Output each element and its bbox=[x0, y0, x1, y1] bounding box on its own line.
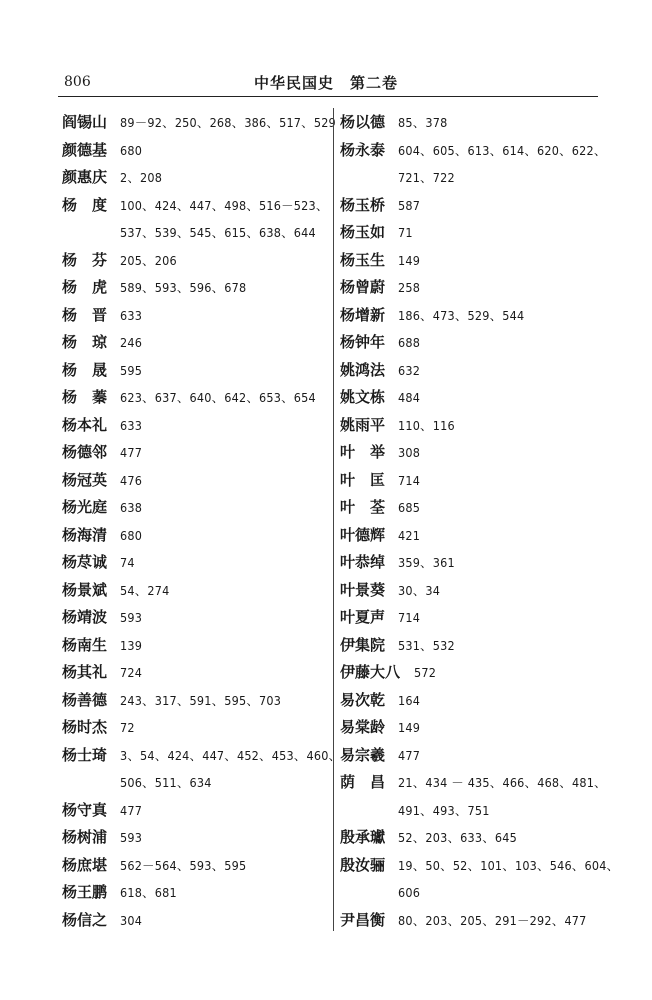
page-references: 21、434 － 435、466、468、481、 bbox=[398, 775, 607, 790]
entry-pages bbox=[398, 109, 602, 137]
page-references: 80、203、205、291－292、477 bbox=[398, 912, 587, 928]
entry-name: 杨守真 bbox=[62, 800, 108, 819]
entry-name: 杨海清 bbox=[62, 525, 108, 544]
index-entry bbox=[62, 384, 332, 412]
running-head: 中华民国史 第二卷 bbox=[253, 74, 398, 92]
page-references: 139 bbox=[120, 637, 143, 653]
index-entry bbox=[62, 247, 332, 275]
index-column-left bbox=[62, 109, 342, 934]
index-entry bbox=[340, 577, 602, 605]
entry-pages bbox=[120, 852, 332, 880]
entry-name: 姚鸿法 bbox=[340, 360, 386, 379]
entry-name: 杨光庭 bbox=[62, 498, 108, 516]
entry-pages bbox=[120, 797, 332, 825]
entry-name: 叶恭绰 bbox=[340, 553, 386, 571]
entry-pages bbox=[398, 219, 602, 247]
page-references: 89－92、250、268、386、517、529 bbox=[120, 115, 336, 130]
page-references: 491、493、751 bbox=[398, 802, 490, 818]
entry-pages bbox=[398, 824, 602, 852]
entry-name: 杨玉生 bbox=[340, 250, 386, 269]
page-references: 476 bbox=[120, 472, 143, 488]
page-references: 604、605、613、614、620、622、 bbox=[398, 142, 607, 158]
entry-pages bbox=[398, 467, 602, 495]
entry-name: 颜德基 bbox=[62, 140, 108, 159]
entry-pages bbox=[120, 659, 332, 687]
index-entry bbox=[62, 824, 332, 852]
index-entry bbox=[62, 687, 332, 715]
index-entry bbox=[62, 164, 332, 192]
index-entry bbox=[62, 852, 332, 880]
entry-pages bbox=[120, 879, 332, 907]
page-references: 52、203、633、645 bbox=[398, 830, 517, 845]
entry-pages bbox=[120, 302, 332, 330]
page-references: 421 bbox=[398, 527, 421, 543]
entry-name: 杨士琦 bbox=[62, 745, 108, 764]
page-references: 85、378 bbox=[398, 115, 448, 130]
index-entry bbox=[340, 412, 602, 440]
entry-name: 杨王鹏 bbox=[62, 883, 108, 901]
entry-name: 叶 荃 bbox=[340, 498, 386, 516]
entry-name: 易宗羲 bbox=[340, 745, 386, 764]
entry-pages bbox=[120, 192, 332, 247]
index-entry bbox=[62, 577, 332, 605]
entry-pages bbox=[398, 247, 602, 275]
entry-name: 易次乾 bbox=[340, 690, 386, 709]
page-references: 484 bbox=[398, 390, 421, 405]
entry-pages bbox=[398, 192, 602, 220]
index-entry bbox=[340, 852, 620, 907]
page-references: 593 bbox=[120, 830, 143, 845]
index-entry bbox=[340, 137, 607, 192]
index-entry bbox=[62, 604, 332, 632]
page-references: 587 bbox=[398, 197, 421, 213]
entry-name: 荫 昌 bbox=[340, 773, 386, 791]
page-references: 477 bbox=[120, 445, 143, 460]
column-divider bbox=[333, 108, 334, 931]
page-references: 714 bbox=[398, 610, 421, 625]
entry-pages bbox=[398, 522, 602, 550]
entry-pages bbox=[398, 742, 602, 770]
entry-pages bbox=[120, 714, 332, 742]
entry-pages bbox=[398, 302, 602, 330]
entry-name: 叶 举 bbox=[340, 443, 386, 461]
page-references: 149 bbox=[398, 252, 421, 268]
entry-pages bbox=[120, 632, 332, 660]
page-references: 688 bbox=[398, 335, 421, 350]
entry-name: 阎锡山 bbox=[62, 113, 108, 131]
entry-pages bbox=[120, 604, 332, 632]
entry-pages bbox=[398, 549, 602, 577]
entry-pages bbox=[398, 577, 602, 605]
index-entry bbox=[340, 274, 602, 302]
page-references: 100、424、447、498、516－523、 bbox=[120, 197, 329, 213]
entry-name: 叶德辉 bbox=[340, 525, 386, 544]
index-entry bbox=[62, 797, 332, 825]
page-references: 359、361 bbox=[398, 555, 455, 570]
entry-pages bbox=[120, 109, 336, 137]
entry-pages bbox=[120, 164, 332, 192]
entry-pages bbox=[398, 907, 602, 935]
index-entry bbox=[62, 192, 332, 247]
page-references: 477 bbox=[120, 802, 143, 818]
page-references: 30、34 bbox=[398, 582, 441, 598]
entry-name: 杨玉桥 bbox=[340, 195, 386, 214]
index-entry bbox=[340, 384, 602, 412]
entry-pages bbox=[120, 137, 332, 165]
index-entry bbox=[340, 714, 602, 742]
index-entry bbox=[340, 439, 602, 467]
index-entry bbox=[340, 522, 602, 550]
index-entry bbox=[340, 769, 607, 824]
page-references: 72 bbox=[120, 720, 135, 735]
index-column-right bbox=[340, 109, 620, 934]
entry-name: 叶景葵 bbox=[340, 580, 386, 599]
entry-pages bbox=[398, 769, 607, 824]
page-references: 623、637、640、642、653、654 bbox=[120, 390, 316, 405]
page-references: 205、206 bbox=[120, 252, 177, 268]
entry-name: 杨冠英 bbox=[62, 470, 108, 489]
entry-pages bbox=[120, 247, 332, 275]
page-references: 714 bbox=[398, 472, 421, 488]
entry-pages bbox=[398, 384, 602, 412]
entry-pages bbox=[120, 494, 332, 522]
page-references: 243、317、591、595、703 bbox=[120, 692, 282, 708]
entry-name: 杨永泰 bbox=[340, 140, 386, 159]
entry-name: 姚文栋 bbox=[340, 388, 386, 406]
entry-name: 杨钟年 bbox=[340, 333, 386, 351]
page-references: 246 bbox=[120, 335, 143, 350]
entry-pages bbox=[120, 687, 332, 715]
index-entry bbox=[62, 137, 332, 165]
index-entry bbox=[340, 494, 602, 522]
page-references: 680 bbox=[120, 527, 143, 543]
index-entry bbox=[62, 907, 332, 935]
entry-name: 杨玉如 bbox=[340, 223, 386, 241]
entry-pages bbox=[120, 522, 332, 550]
entry-pages bbox=[398, 412, 602, 440]
entry-pages bbox=[398, 852, 619, 907]
entry-name: 杨荩诚 bbox=[62, 553, 108, 571]
entry-pages bbox=[120, 274, 332, 302]
index-entry bbox=[62, 357, 332, 385]
header-rule bbox=[58, 96, 598, 97]
entry-name: 杨以德 bbox=[340, 113, 386, 131]
page-references: 721、722 bbox=[398, 170, 455, 185]
page-references: 562－564、593、595 bbox=[120, 857, 247, 873]
entry-pages bbox=[398, 274, 602, 302]
page-references: 477 bbox=[398, 747, 421, 763]
page-references: 633 bbox=[120, 307, 143, 323]
entry-pages bbox=[120, 824, 332, 852]
page-references: 593 bbox=[120, 610, 143, 625]
index-entry bbox=[62, 109, 336, 137]
entry-pages bbox=[414, 659, 602, 687]
page-references: 618、681 bbox=[120, 885, 177, 900]
page-references: 724 bbox=[120, 665, 143, 680]
index-entry bbox=[62, 439, 332, 467]
index-entry bbox=[62, 274, 332, 302]
entry-name: 叶夏声 bbox=[340, 608, 386, 626]
entry-pages bbox=[398, 357, 602, 385]
page-references: 149 bbox=[398, 720, 421, 735]
index-entry bbox=[340, 247, 602, 275]
entry-name: 杨本礼 bbox=[62, 415, 108, 434]
entry-name: 杨善德 bbox=[62, 690, 108, 709]
index-entry bbox=[62, 412, 332, 440]
index-entry bbox=[62, 329, 332, 357]
index-entry bbox=[340, 302, 602, 330]
entry-name: 伊集院 bbox=[340, 635, 386, 654]
page-references: 680 bbox=[120, 142, 143, 158]
page-references: 74 bbox=[120, 555, 135, 570]
index-entry bbox=[62, 659, 332, 687]
entry-pages bbox=[398, 632, 602, 660]
entry-pages bbox=[120, 439, 332, 467]
index-entry bbox=[340, 907, 602, 935]
page-references: 632 bbox=[398, 362, 421, 378]
entry-pages bbox=[120, 577, 332, 605]
entry-name: 杨 蓁 bbox=[62, 388, 108, 406]
entry-name: 杨时杰 bbox=[62, 718, 108, 736]
entry-pages bbox=[398, 137, 607, 192]
index-entry bbox=[340, 219, 602, 247]
page-references: 606 bbox=[398, 885, 421, 900]
entry-name: 杨南生 bbox=[62, 635, 108, 654]
entry-name: 杨树浦 bbox=[62, 828, 108, 846]
entry-name: 伊藤大八 bbox=[340, 663, 401, 681]
index-entry bbox=[62, 632, 332, 660]
page-number: 806 bbox=[64, 74, 91, 90]
entry-name: 杨庶堪 bbox=[62, 855, 108, 874]
index-entry bbox=[62, 302, 332, 330]
page-references: 572 bbox=[414, 665, 437, 680]
index-entry bbox=[62, 467, 332, 495]
entry-pages bbox=[398, 494, 602, 522]
entry-pages bbox=[398, 687, 602, 715]
page-references: 595 bbox=[120, 362, 143, 378]
entry-name: 杨其礼 bbox=[62, 663, 108, 681]
entry-pages bbox=[120, 907, 332, 935]
entry-pages bbox=[120, 412, 332, 440]
page-references: 531、532 bbox=[398, 637, 455, 653]
index-entry bbox=[340, 549, 602, 577]
index-entry bbox=[340, 329, 602, 357]
page-references: 537、539、545、615、638、644 bbox=[120, 225, 316, 240]
page-references: 258 bbox=[398, 280, 421, 295]
index-entry bbox=[340, 687, 602, 715]
entry-name: 易棠龄 bbox=[340, 718, 386, 736]
index-entry bbox=[62, 549, 332, 577]
page-references: 2、208 bbox=[120, 170, 163, 185]
entry-pages bbox=[398, 604, 602, 632]
entry-name: 杨 芬 bbox=[62, 250, 108, 269]
entry-pages bbox=[120, 467, 332, 495]
page-references: 19、50、52、101、103、546、604、 bbox=[398, 857, 620, 873]
entry-pages bbox=[398, 714, 602, 742]
index-entry bbox=[340, 742, 602, 770]
entry-name: 颜惠庆 bbox=[62, 168, 108, 186]
index-entry bbox=[340, 467, 602, 495]
entry-pages bbox=[120, 329, 332, 357]
entry-pages bbox=[120, 357, 332, 385]
page-references: 633 bbox=[120, 417, 143, 433]
page-references: 164 bbox=[398, 692, 421, 708]
index-entry bbox=[340, 192, 602, 220]
entry-name: 杨靖波 bbox=[62, 608, 108, 626]
index-entry bbox=[62, 522, 332, 550]
index-entry bbox=[62, 714, 332, 742]
entry-name: 殷汝骊 bbox=[340, 855, 386, 874]
index-entry bbox=[62, 879, 332, 907]
entry-name: 杨 度 bbox=[62, 195, 108, 214]
index-entry bbox=[340, 659, 602, 687]
entry-pages bbox=[120, 384, 332, 412]
entry-name: 殷承瓛 bbox=[340, 828, 386, 846]
entry-name: 杨 晟 bbox=[62, 360, 108, 379]
entry-name: 杨 琼 bbox=[62, 333, 108, 351]
index-entry bbox=[340, 109, 602, 137]
page-references: 54、274 bbox=[120, 582, 170, 598]
page-references: 506、511、634 bbox=[120, 775, 212, 790]
page-references: 685 bbox=[398, 500, 421, 515]
index-entry bbox=[340, 824, 602, 852]
entry-name: 尹昌衡 bbox=[340, 910, 386, 929]
entry-name: 杨信之 bbox=[62, 910, 108, 929]
index-entry bbox=[340, 632, 602, 660]
entry-name: 杨 晋 bbox=[62, 305, 108, 324]
page-references: 71 bbox=[398, 225, 413, 240]
entry-pages bbox=[120, 549, 332, 577]
entry-pages bbox=[120, 742, 341, 797]
entry-name: 叶 匡 bbox=[340, 470, 386, 489]
entry-name: 杨德邻 bbox=[62, 443, 108, 461]
page-references: 589、593、596、678 bbox=[120, 280, 247, 295]
entry-pages bbox=[398, 439, 602, 467]
page-references: 308 bbox=[398, 445, 421, 460]
entry-name: 杨景斌 bbox=[62, 580, 108, 599]
entry-name: 姚雨平 bbox=[340, 415, 386, 434]
index-entry bbox=[340, 357, 602, 385]
entry-name: 杨增新 bbox=[340, 305, 386, 324]
page-references: 3、54、424、447、452、453、460、 bbox=[120, 747, 342, 763]
index-entry bbox=[340, 604, 602, 632]
index-entry bbox=[62, 494, 332, 522]
index-entry bbox=[62, 742, 342, 797]
entry-name: 杨 虎 bbox=[62, 278, 108, 296]
page-references: 186、473、529、544 bbox=[398, 307, 525, 323]
entry-pages bbox=[398, 329, 602, 357]
entry-name: 杨曾蔚 bbox=[340, 278, 386, 296]
page-references: 304 bbox=[120, 912, 143, 928]
page-references: 110、116 bbox=[398, 417, 455, 433]
page-references: 638 bbox=[120, 500, 143, 515]
